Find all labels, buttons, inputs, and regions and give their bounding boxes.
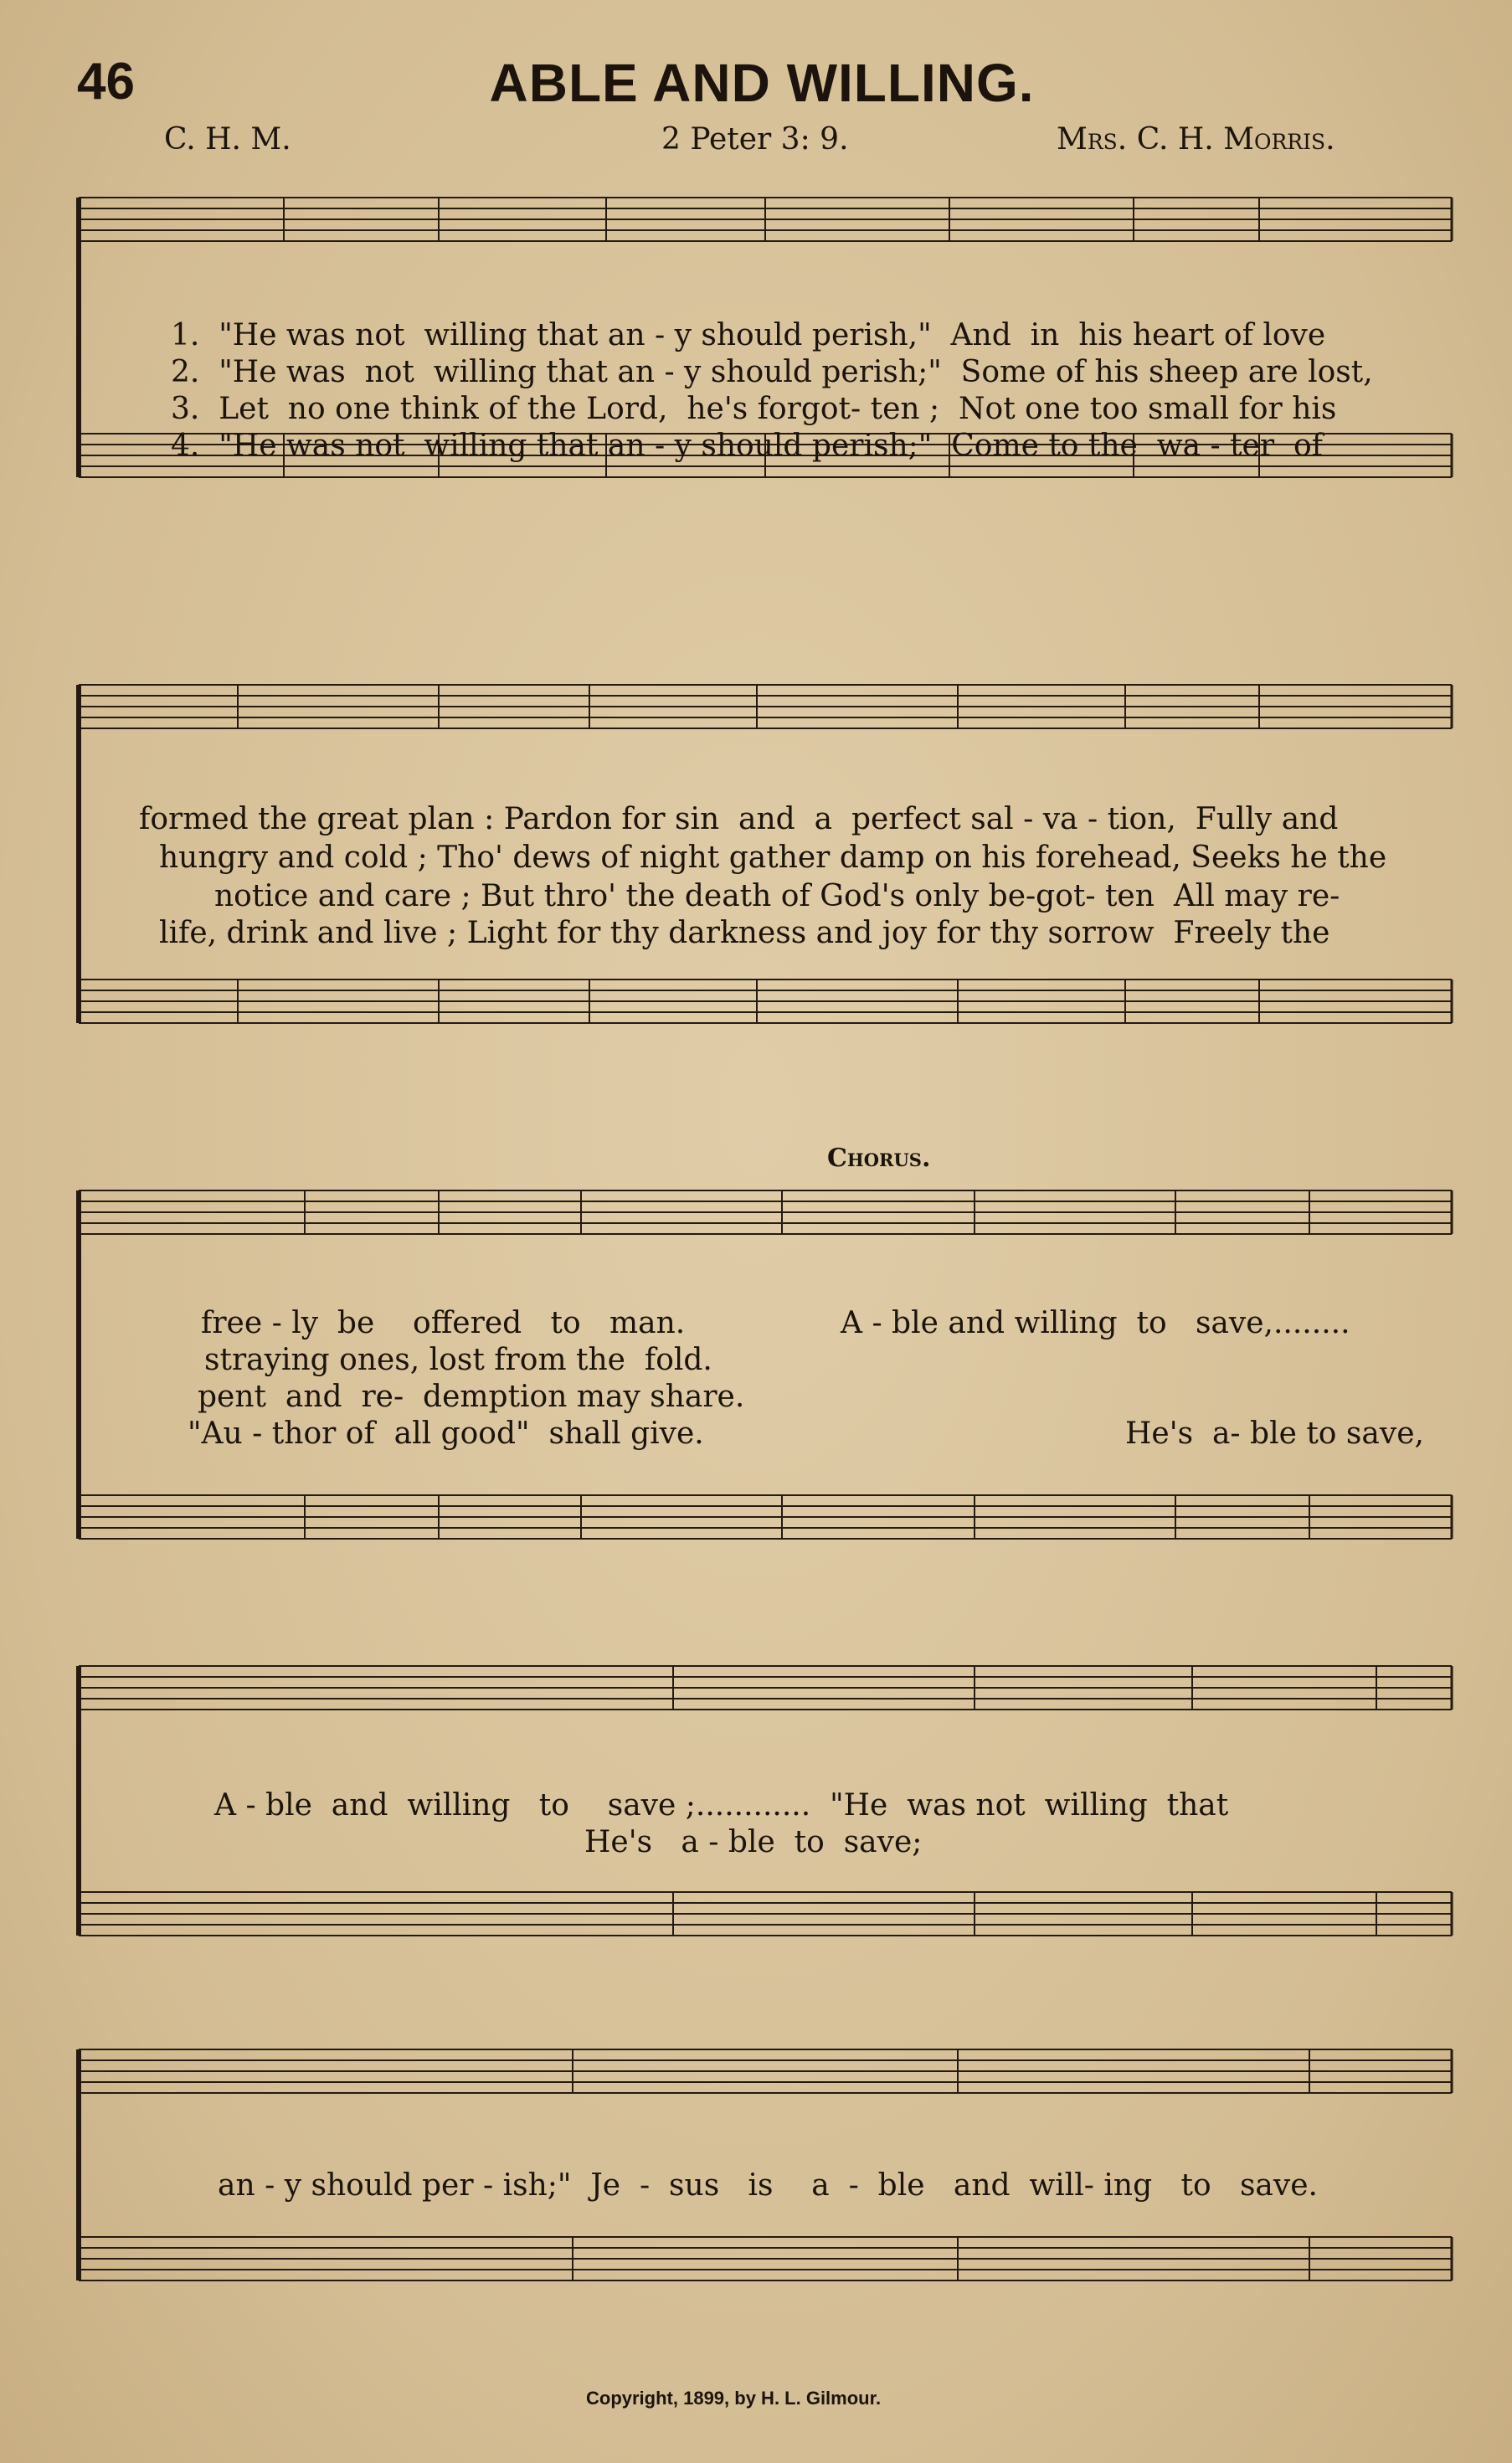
verse-1-line: formed the great plan : Pardon for sin and a perfect sal - va - tion, Fully and (139, 802, 1339, 836)
verse-1-line: free - ly be offered to man. (201, 1306, 686, 1340)
meter: C. H. M. (164, 122, 291, 157)
music-system-3 (70, 1144, 1460, 1629)
verse-4-line: 4. "He was not willing that an - y should perish;" Come to the wa - ter of (171, 429, 1323, 463)
verse-3-line: notice and care ; But thro' the death of God's only be-got- ten All may re- (214, 879, 1340, 913)
verse-2-line: straying ones, lost from the fold. (204, 1343, 712, 1377)
page-number: 46 (77, 53, 135, 111)
copyright-notice: Copyright, 1899, by H. L. Gilmour. (586, 2388, 882, 2409)
verse-4-line: life, drink and live ; Light for thy darkness and joy for thy sorrow Freely the (159, 916, 1330, 950)
hymn-title: ABLE AND WILLING. (489, 53, 1035, 113)
staff-notation (70, 2034, 1460, 2386)
verse-1-line: 1. "He was not willing that an - y should perish," And in his heart of love (171, 318, 1326, 352)
chorus-soprano-line: an - y should per - ish;" Je - sus is a - ble and will- ing to save. (218, 2168, 1318, 2203)
music-system-2 (70, 670, 1460, 1105)
chorus-bass-line: He's a- ble to save, (1125, 1417, 1424, 1451)
music-system-5 (70, 2034, 1460, 2386)
chorus-bass-line: He's a - ble to save; (584, 1825, 923, 1859)
chorus-soprano-line: A - ble and willing to save ;............ "He was not willing that (214, 1788, 1229, 1823)
chorus-soprano-line: A - ble and willing to save,........ (841, 1306, 1350, 1340)
music-system-1 (70, 191, 1460, 593)
chorus-label: Chorus. (827, 1144, 931, 1173)
verse-2-line: 2. "He was not willing that an - y should perish;" Some of his sheep are lost, (171, 355, 1373, 389)
verse-3-line: 3. Let no one think of the Lord, he's forgot- ten ; Not one too small for his (171, 392, 1337, 426)
verse-4-line: "Au - thor of all good" shall give. (188, 1417, 704, 1451)
author: Mrs. C. H. Morris. (1057, 122, 1335, 157)
music-system-4 (70, 1641, 1460, 2034)
scripture-reference: 2 Peter 3: 9. (661, 122, 849, 157)
verse-2-line: hungry and cold ; Tho' dews of night gather damp on his forehead, Seeks he the (159, 841, 1387, 875)
verse-3-line: pent and re- demption may share. (198, 1380, 745, 1414)
